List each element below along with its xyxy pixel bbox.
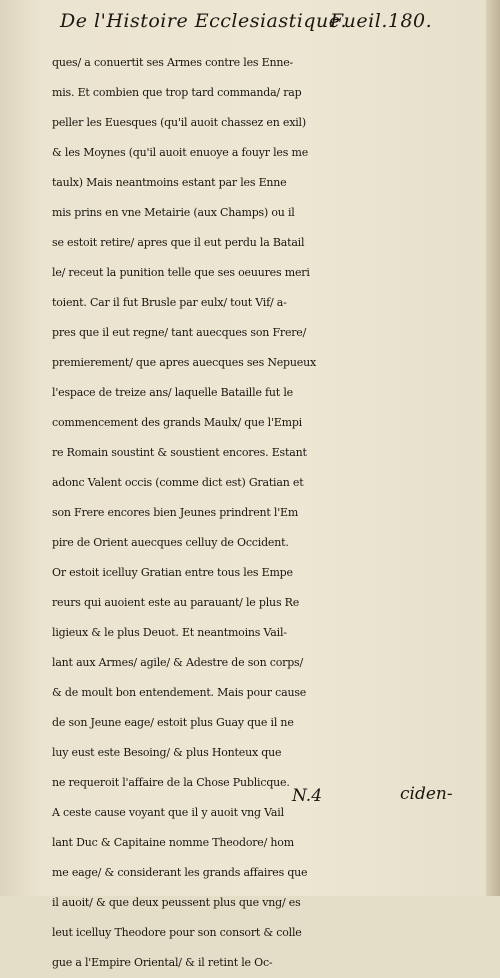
running-header bbox=[60, 6, 440, 36]
text-line: Or estoit icelluy Gratian entre tous les Empe bbox=[52, 566, 293, 579]
text-line: lant Duc & Capitaine nomme Theodore/ hom bbox=[52, 836, 294, 849]
text-line: commencement des grands Maulx/ que l'Empi bbox=[52, 416, 302, 429]
text-line: ne requeroit l'affaire de la Chose Publicque. bbox=[52, 776, 290, 789]
text-line: reurs qui auoient este au parauant/ le plus Re bbox=[52, 596, 300, 609]
catchword: ciden- bbox=[400, 784, 453, 804]
text-line: A ceste cause voyant que il y auoit vng Vail bbox=[52, 806, 284, 819]
text-line: taulx) Mais neantmoins estant par les Enne bbox=[52, 176, 287, 189]
text-line: le/ receut la punition telle que ses oeuures meri bbox=[52, 266, 310, 279]
text-line: il auoit/ & que deux peussent plus que vng/ es bbox=[52, 896, 301, 909]
page-gutter bbox=[486, 0, 500, 896]
text-line: & les Moynes (qu'il auoit enuoye a fouyr les me bbox=[52, 146, 309, 159]
text-line: adonc Valent occis (comme dict est) Gratian et bbox=[52, 476, 304, 489]
text-line: mis prins en vne Metairie (aux Champs) ou il bbox=[52, 206, 295, 219]
text-line: & de moult bon entendement. Mais pour cause bbox=[52, 686, 307, 699]
text-line: toient. Car il fut Brusle par eulx/ tout Vif/ a- bbox=[52, 296, 287, 309]
text-line: gue a l'Empire Oriental/ & il retint le Oc- bbox=[52, 956, 273, 969]
text-line: re Romain soustint & soustient encores. Estant bbox=[52, 446, 307, 459]
text-line: son Frere encores bien Jeunes prindrent l'Em bbox=[52, 506, 299, 519]
running-title: De l'Histoire Ecclesiastique. bbox=[60, 10, 348, 32]
text-line: pire de Orient auecques celluy de Occident. bbox=[52, 536, 289, 549]
text-line: l'espace de treize ans/ laquelle Bataille fut le bbox=[52, 386, 293, 399]
text-line: peller les Euesques (qu'il auoit chassez en exil) bbox=[52, 116, 306, 129]
folio-number: Fueil.180. bbox=[330, 10, 433, 32]
text-line: me eage/ & considerant les grands affaires que bbox=[52, 866, 308, 879]
text-line: ques/ a conuertit ses Armes contre les Enne- bbox=[52, 56, 294, 69]
text-line: luy eust este Besoing/ & plus Honteux que bbox=[52, 746, 282, 759]
text-line: lant aux Armes/ agile/ & Adestre de son corps/ bbox=[52, 656, 304, 669]
text-line: leut icelluy Theodore pour son consort & colle bbox=[52, 926, 302, 939]
body-text bbox=[52, 48, 464, 978]
text-line: se estoit retire/ apres que il eut perdu la Batail bbox=[52, 236, 305, 249]
text-line: pres que il eut regne/ tant auecques son Frere/ bbox=[52, 326, 307, 339]
text-line: de son Jeune eage/ estoit plus Guay que il ne bbox=[52, 716, 294, 729]
text-line: ligieux & le plus Deuot. Et neantmoins Vail- bbox=[52, 626, 287, 639]
text-line: mis. Et combien que trop tard commanda/ rap bbox=[52, 86, 302, 99]
signature-mark: N.4 bbox=[292, 786, 323, 806]
text-line: premierement/ que apres auecques ses Nepueux bbox=[52, 356, 316, 369]
page-footer bbox=[0, 778, 500, 808]
